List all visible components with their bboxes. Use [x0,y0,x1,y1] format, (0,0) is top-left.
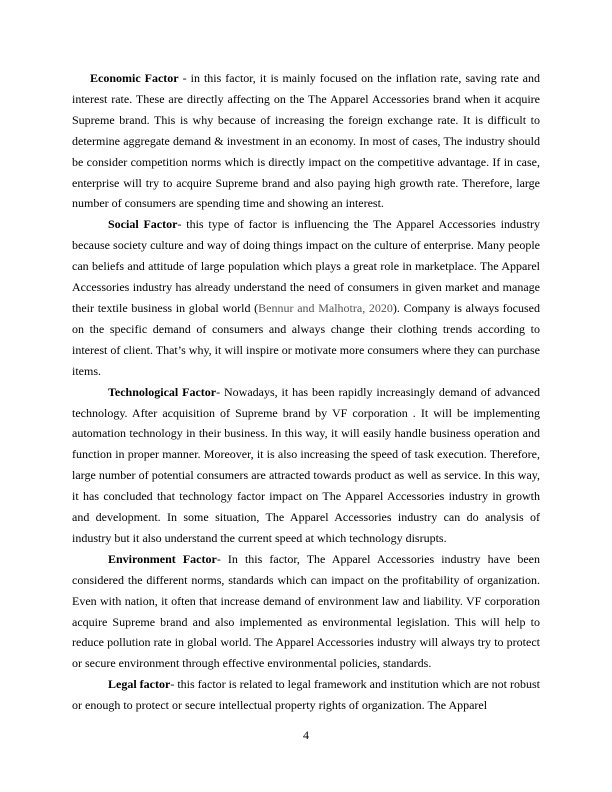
heading-legal-factor: Legal factor [108,677,171,692]
paragraph-social-factor [72,214,540,381]
heading-environment-factor: Environment Factor [108,551,217,566]
citation-bennur-malhotra: Bennur and Malhotra, 2020 [258,300,393,315]
paragraph-legal-factor [72,674,540,716]
body-social-factor-part2: ). Company is always focused on the specific demand of consumers and always change their clothing trends according to interest of client. That’s why, it will inspire or motivate more consumers where they can purchase items. [72,300,541,378]
body-social-factor-part1: - this type of factor is influencing the The Apparel Accessories industry because society culture and way of doing things impact on the culture of enterprise. Many people can beliefs and attitude of large population which plays a great role in marketplace. The Apparel Accessories industry has already understand the need of consumers in given market and manage their textile business in global world ( [72,217,540,315]
body-economic-factor: - in this factor, it is mainly focused on the inflation rate, saving rate and interest rate. These are directly affecting on the The Apparel Accessories brand when it acquire Supreme brand. This is why because of increasing the foreign exchange rate. It is difficult to determine aggregate demand & investment in an economy. In most of cases, The industry should be consider competition norms which is directly impact on the competitive advantage. If in case, enterprise will try to acquire Supreme brand and also paying high growth rate. Therefore, large number of consumers are spending time and showing an interest. [72,71,540,211]
heading-social-factor: Social Factor [108,217,178,232]
body-legal-factor: - this factor is related to legal framework and institution which are not robust or enough to protect or secure intellectual property rights of organization. The Apparel [72,677,541,713]
document-page [72,68,540,716]
body-environment-factor: - In this factor, The Apparel Accessories industry have been considered the different norms, standards which can impact on the profitability of organization. Even with nation, it often that increase demand of environment law and liability. VF corporation acquire Supreme brand and also implemented as environmental legislation. This will help to reduce pollution rate in global world. The Apparel Accessories industry will always try to protect or secure environment through effective environmental policies, standards. [72,551,541,671]
paragraph-economic-factor [72,68,540,214]
heading-economic-factor: Economic Factor [90,71,179,85]
paragraph-technological-factor [72,382,540,549]
body-technological-factor: - Nowadays, it has been rapidly increasingly demand of advanced technology. After acquisition of Supreme brand by VF corporation . It will be implementing automation technology in their business. In this way, it will easily handle business operation and function in proper manner. Moreover, it is also increasing the speed of task execution. Therefore, large number of potential consumers are attracted towards product as well as service. In this way, it has concluded that technology factor impact on The Apparel Accessories industry in growth and development. In some situation, The Apparel Accessories industry can do analysis of industry but it also understand the current speed at which technology disrupts. [72,384,541,545]
page-number: 4 [303,728,309,742]
paragraph-environment-factor [72,549,540,674]
heading-technological-factor: Technological Factor [108,384,217,399]
